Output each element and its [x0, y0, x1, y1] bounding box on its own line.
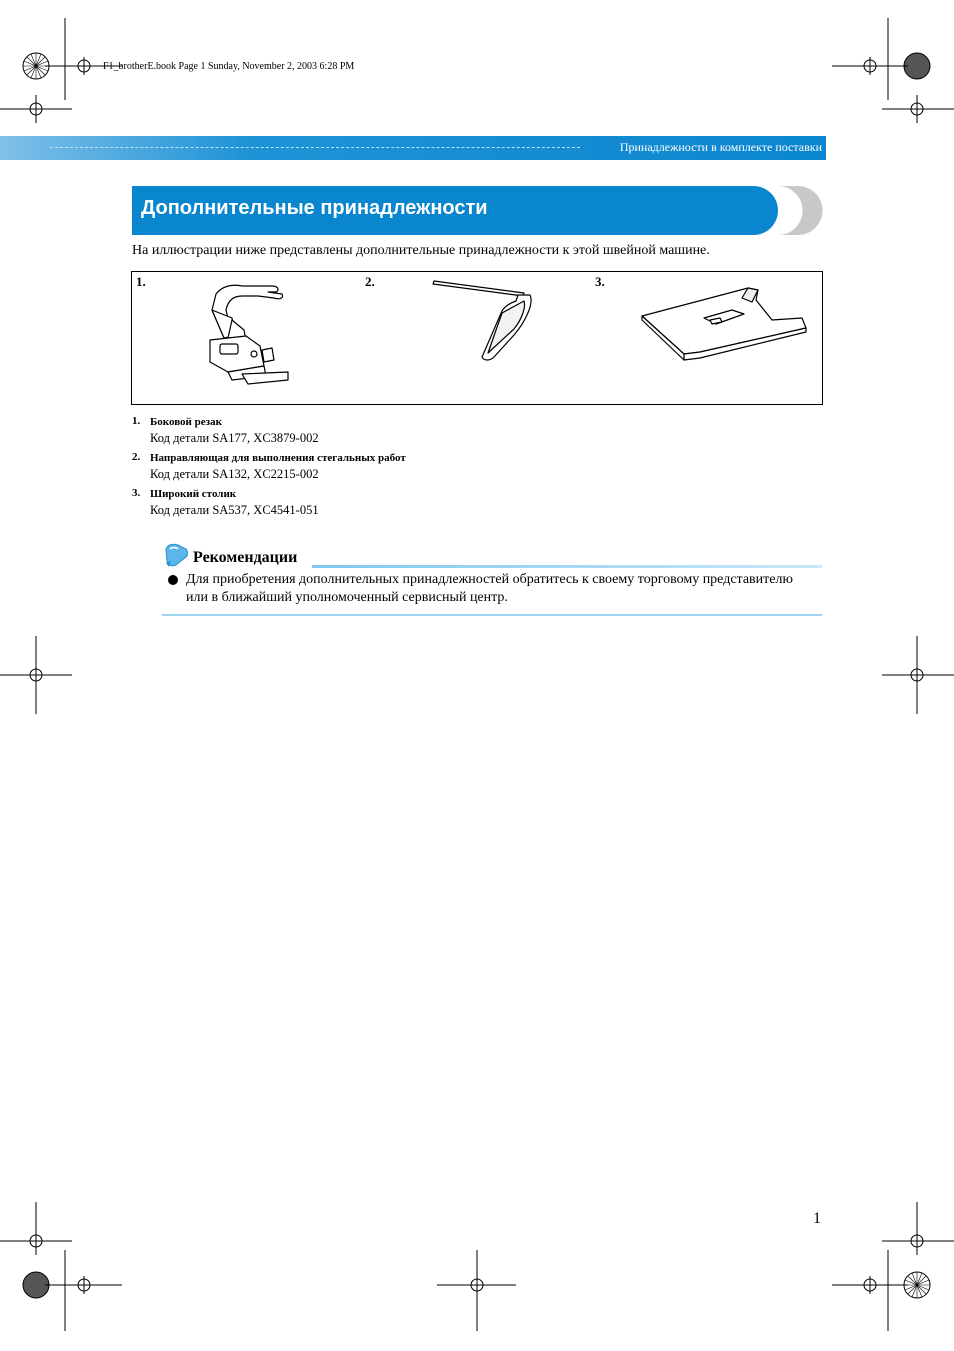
wide-table-illustration [640, 282, 812, 362]
bullet-icon [168, 575, 178, 585]
list-item [132, 415, 732, 446]
item-number: 1. [132, 415, 141, 427]
list-item [132, 451, 732, 482]
tips-bottom-divider [162, 614, 822, 616]
tips-text: Для приобретения дополнительных принадлежностей обратитесь к своему торговому представителю или в ближайший уполномоченный сервисный центр. [186, 572, 793, 605]
tips-divider [312, 565, 822, 568]
page-title-bar [132, 186, 778, 235]
item-code: Код детали SA177, XC3879-002 [150, 431, 319, 445]
side-cutter-illustration [202, 280, 312, 395]
item-name: Направляющая для выполнения стегальных работ [150, 452, 406, 464]
quilting-guide-illustration [430, 277, 540, 367]
item-name: Широкий столик [150, 488, 237, 500]
section-title: Принадлежности в комплекте поставки [619, 140, 822, 154]
figure-label-3: 3. [595, 274, 605, 289]
item-code: Код детали SA537, XC4541-051 [150, 503, 319, 517]
accessory-list [132, 415, 732, 523]
list-item [132, 487, 732, 518]
tips-title: Рекомендации [193, 549, 298, 566]
tips-icon [162, 541, 190, 569]
figure-label-2: 2. [365, 274, 375, 289]
section-header-band [0, 136, 826, 160]
figure-label-1: 1. [136, 274, 146, 289]
item-name: Боковой резак [150, 416, 222, 428]
item-number: 3. [132, 487, 141, 499]
print-header [103, 61, 354, 72]
item-number: 2. [132, 451, 141, 463]
intro-text: На иллюстрации ниже представлены дополнительные принадлежности к этой швейной машине. [132, 243, 710, 258]
item-code: Код детали SA132, XC2215-002 [150, 467, 319, 481]
page-number: 1 [813, 1210, 821, 1227]
accessories-figure [131, 271, 823, 405]
header-dashes [50, 147, 580, 148]
page-title: Дополнительные принадлежности [141, 197, 488, 219]
print-header-text: F1_brotherE.book Page 1 Sunday, November 2, 2003 6:28 PM [103, 61, 355, 72]
